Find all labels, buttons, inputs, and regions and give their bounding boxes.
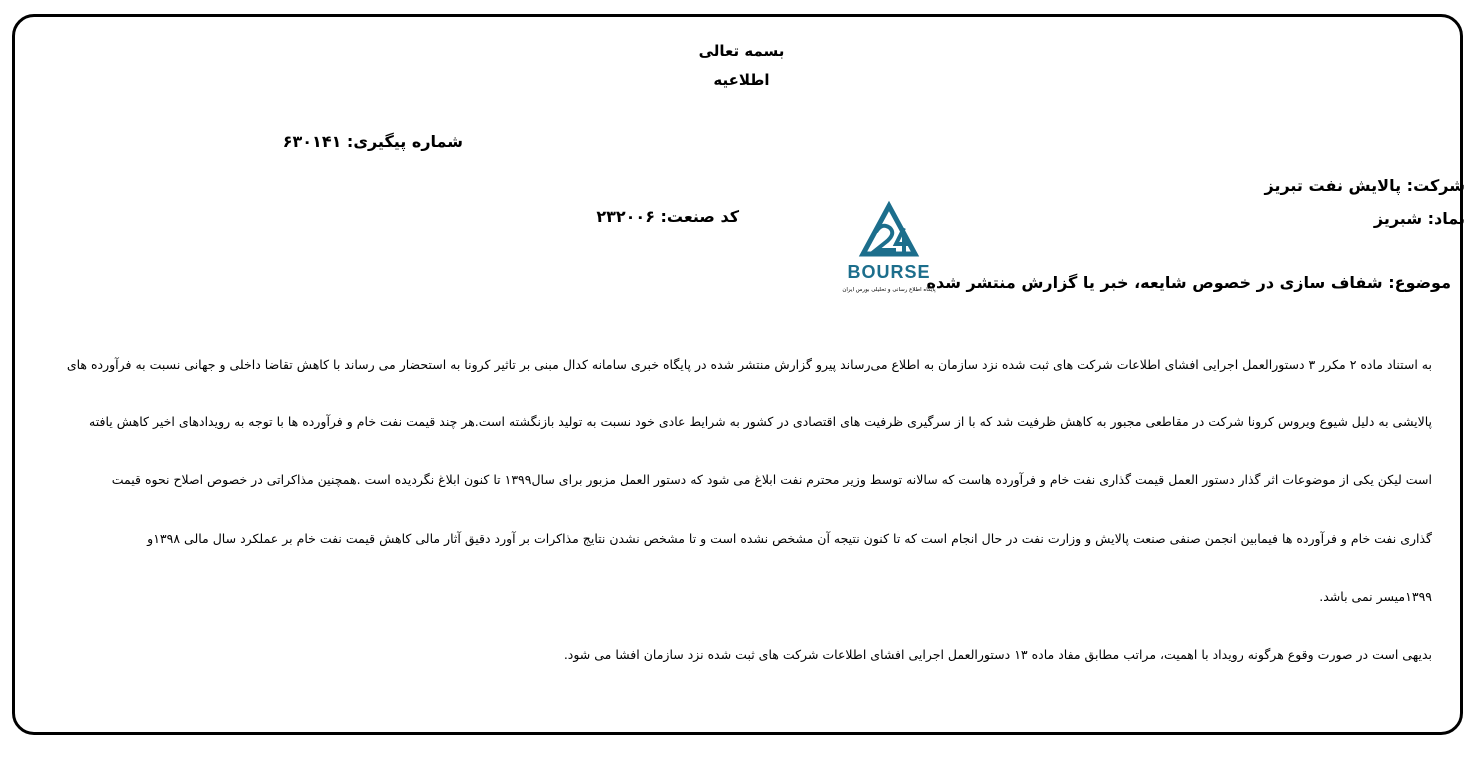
header-basmala: بسمه تعالی (698, 42, 785, 60)
body-line-1: به استناد ماده ۲ مکرر ۳ دستورالعمل اجرایی افشای اطلاعات شرکت های ثبت شده نزد سازمان به اطلاع می‌رساند پیرو گزارش منتشر شده در پایگاه خبری سامانه کدال مبنی بر تاثیر کرونا به استحضار می رساند با کاهش تقاضا داخلی و جهانی نسبت به فرآورده های (66, 357, 1432, 372)
document-frame (12, 14, 1463, 735)
body-line-3: است لیکن یکی از موضوعات اثر گذار دستور العمل قیمت گذاری نفت خام و فرآورده هاست که سالانه توسط وزیر محترم نفت ابلاغ می شود که دستور العمل مزبور برای سال۱۳۹۹ تا کنون ابلاغ نگردیده است .همچنین مذاکراتی در خصوص اصلاح نحوه قیمت (111, 472, 1432, 487)
ticker-symbol: نماد: شبریز (1373, 209, 1465, 228)
bourse-logo-text: BOURSE (847, 262, 931, 282)
body-line-6: بدیهی است در صورت وقوع هرگونه رویداد با اهمیت، مراتب مطابق مفاد ماده ۱۳ دستورالعمل اجرایی افشای اطلاعات شرکت های ثبت شده نزد سازمان افشا می شود. (563, 647, 1432, 662)
tracking-number: شماره پیگیری: ۶۳۰۱۴۱ (282, 132, 463, 151)
subject-line: موضوع: شفاف سازی در خصوص شایعه، خبر یا گزارش منتشر شده (926, 273, 1451, 292)
body-line-5: ۱۳۹۹میسر نمی باشد. (1319, 589, 1432, 604)
body-line-2: پالایشی به دلیل شیوع ویروس کرونا شرکت در مقاطعی مجبور به کاهش ظرفیت شد که با از سرگیری ظرفیت های اقتصادی در کشور به شرایط عادی خود نسبت به تولید بازنگشته است.هر چند قیمت نفت خام و فرآورده ها با توجه به رویدادهای اخیر کاهش یافته (89, 414, 1432, 429)
header-announcement: اطلاعیه (713, 71, 770, 89)
company-name: شرکت: پالایش نفت تبریز (1264, 176, 1465, 195)
bourse-logo-caption: پایگاه اطلاع رسانی و تحلیلی بورس ایران (842, 287, 936, 293)
industry-code: کد صنعت: ۲۳۲۰۰۶ (596, 207, 739, 226)
bourse-logo-icon (863, 206, 915, 254)
body-line-4: گذاری نفت خام و فرآورده ها فیمابین انجمن صنفی صنعت پالایش و وزارت نفت در حال انجام است که تا کنون نتیجه آن مشخص نشده است و تا مشخص نشدن نتایج مذاکرات بر آورد دقیق آثار مالی کاهش قیمت نفت خام بر عملکرد سال مالی ۱۳۹۸و (147, 531, 1432, 546)
bourse-logo (830, 188, 948, 298)
